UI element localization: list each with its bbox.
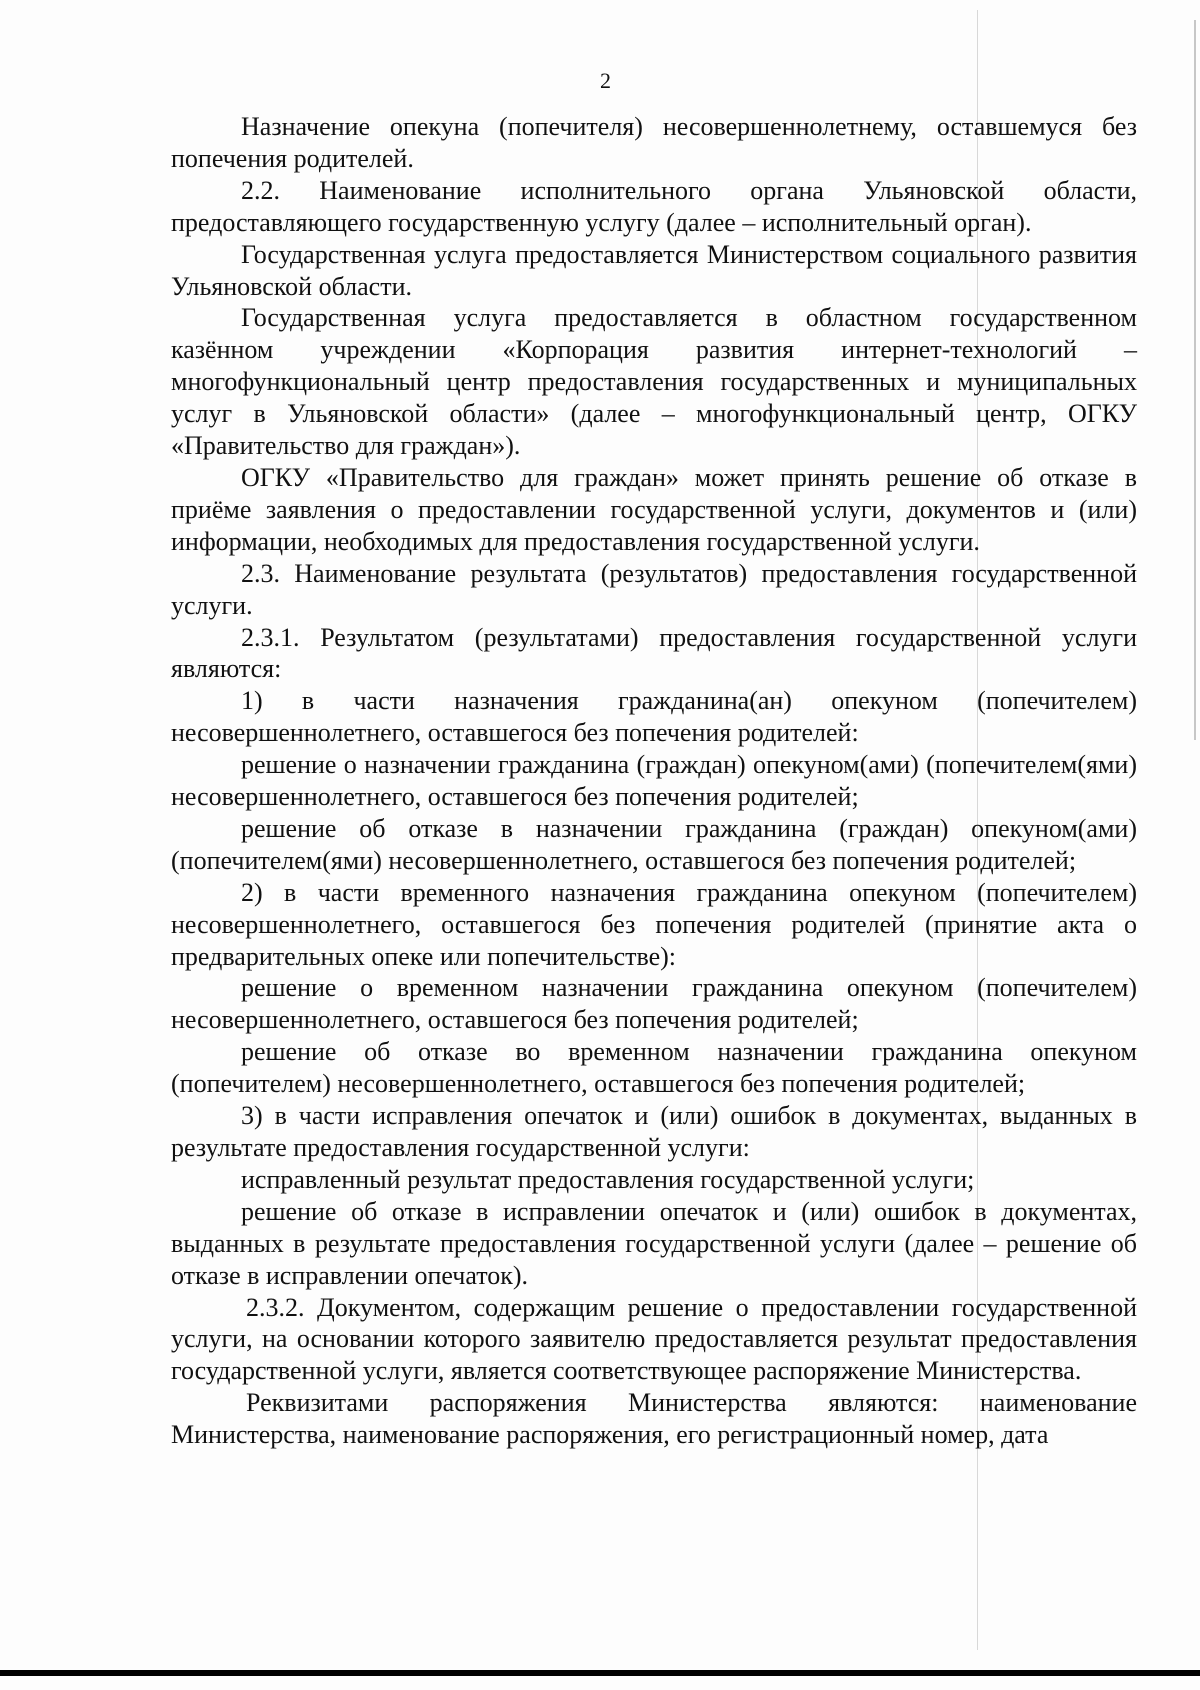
paragraph: Государственная услуга предоставляется Министерством социального развития Ульяновской области.	[171, 239, 1137, 301]
paragraph: решение об отказе в исправлении опечаток и (или) ошибок в документах, выданных в результате предоставления государственной услуги (далее – решение об отказе в исправлении опечаток).	[171, 1196, 1137, 1290]
document-body	[171, 111, 1137, 1451]
paragraph: Реквизитами распоряжения Министерства являются: наименование Министерства, наименование распоряжения, его регистрационный номер, дата	[171, 1388, 1137, 1450]
paragraph: ОГКУ «Правительство для граждан» может принять решение об отказе в приёме заявления о предоставлении государственной услуги, документов и (или) информации, необходимых для предоставления государственной услуги.	[171, 462, 1137, 556]
scan-bottom-border	[0, 1670, 1200, 1676]
paragraph: Государственная услуга предоставляется в областном государственном казённом учреждении «Корпорация развития интернет-технологий – многофункциональный центр предоставления государственных и муниципальных услуг в Ульяновской области» (далее – многофункциональный центр, ОГКУ «Правительство для граждан»).	[171, 303, 1137, 461]
paragraph: решение об отказе во временном назначении гражданина опекуном (попечителем) несовершеннолетнего, оставшегося без попечения родителей;	[171, 1037, 1137, 1099]
paragraph: 2.3.1. Результатом (результатами) предоставления государственной услуги являются:	[171, 622, 1137, 684]
paragraph: решение об отказе в назначении гражданина (граждан) опекуном(ами) (попечителем(ями) несовершеннолетнего, оставшегося без попечения родителей;	[171, 813, 1137, 875]
paragraph: исправленный результат предоставления государственной услуги;	[241, 1164, 975, 1194]
paragraph: 2.3. Наименование результата (результатов) предоставления государственной услуги.	[171, 558, 1137, 620]
paragraph: 2.3.2. Документом, содержащим решение о предоставлении государственной услуги, на основании которого заявителю предоставляется результат предоставления государственной услуги, является соответствующее распоряжение Министерства.	[171, 1292, 1137, 1386]
page-number: 2	[600, 68, 611, 93]
paragraph: 2) в части временного назначения гражданина опекуном (попечителем) несовершеннолетнего, оставшегося без попечения родителей (принятие акта о предварительных опеке или попечительстве):	[171, 877, 1137, 971]
paragraph: 1) в части назначения гражданина(ан) опекуном (попечителем) несовершеннолетнего, оставшегося без попечения родителей:	[171, 686, 1137, 748]
paragraph: решение о назначении гражданина (граждан) опекуном(ами) (попечителем(ями) несовершеннолетнего, оставшегося без попечения родителей;	[171, 750, 1137, 812]
paragraph: решение о временном назначении гражданина опекуном (попечителем) несовершеннолетнего, оставшегося без попечения родителей;	[171, 973, 1137, 1035]
paragraph: 2.2. Наименование исполнительного органа Ульяновской области, предоставляющего государственную услугу (далее – исполнительный орган).	[171, 175, 1137, 237]
paragraph: 3) в части исправления опечаток и (или) ошибок в документах, выданных в результате предоставления государственной услуги:	[171, 1101, 1137, 1162]
scan-artifact-edge	[1194, 20, 1196, 740]
paragraph: Назначение опекуна (попечителя) несовершеннолетнему, оставшемуся без попечения родителей.	[171, 112, 1137, 173]
